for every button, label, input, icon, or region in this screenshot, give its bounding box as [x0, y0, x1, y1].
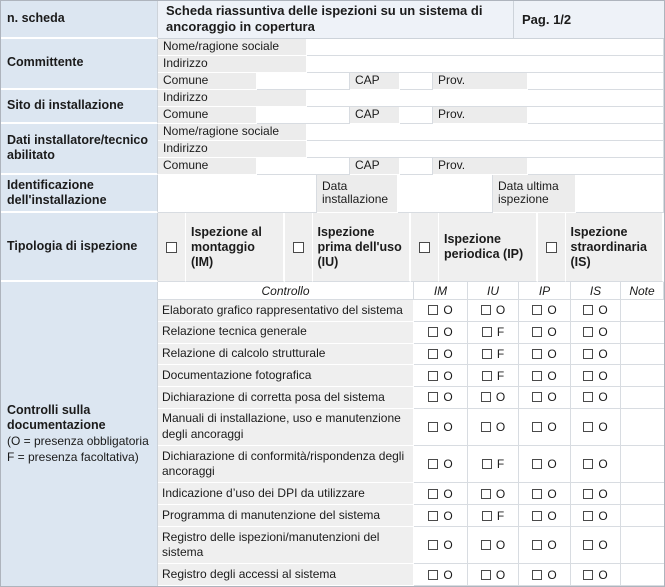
- requirement-letter: O: [598, 457, 608, 472]
- requirement-letter: O: [547, 325, 557, 340]
- empty-checkbox-icon[interactable]: [428, 392, 438, 402]
- note-cell[interactable]: [621, 365, 664, 387]
- note-cell[interactable]: [621, 387, 664, 409]
- requirement-letter: O: [443, 486, 453, 501]
- note-cell[interactable]: [621, 344, 664, 366]
- controlli-legend: [7, 434, 152, 465]
- sito-comune-field[interactable]: [257, 107, 350, 124]
- requirement-letter: O: [495, 303, 506, 318]
- controlli-header-cell: [1, 282, 158, 586]
- page-indicator: Pag. 1/2: [514, 1, 664, 39]
- empty-checkbox-icon[interactable]: [428, 511, 438, 521]
- control-row-label: Manuali di installazione, uso e manutenzione degli ancoraggi: [158, 409, 414, 446]
- check-cell-im[interactable]: [414, 505, 468, 527]
- sito-prov-field[interactable]: [528, 107, 664, 124]
- installatore-prov-field[interactable]: [528, 158, 664, 175]
- check-cell-iu[interactable]: [468, 322, 519, 344]
- control-row: [158, 387, 664, 409]
- committente-header-cell: [1, 39, 158, 90]
- requirement-letter: O: [443, 303, 453, 318]
- control-row: [158, 527, 664, 564]
- legend-line-1: (O = presenza obbligatoria: [7, 434, 149, 449]
- requirement-letter: O: [495, 567, 506, 582]
- check-cell-im[interactable]: [414, 344, 468, 366]
- identificazione-header-cell: [1, 175, 158, 214]
- indirizzo-label: Indirizzo: [158, 141, 307, 158]
- data-installazione-label: Data installazione: [317, 175, 398, 214]
- check-cell-iu[interactable]: [468, 446, 519, 483]
- check-cell-ip[interactable]: [519, 322, 571, 344]
- empty-checkbox-icon[interactable]: [532, 392, 542, 402]
- empty-checkbox-icon[interactable]: [532, 459, 542, 469]
- check-cell-is[interactable]: [571, 300, 621, 322]
- empty-checkbox-icon[interactable]: [428, 570, 438, 580]
- controlli-label: Controlli sulla documentazione: [7, 402, 106, 433]
- empty-checkbox-icon[interactable]: [583, 349, 593, 359]
- control-row-label: Elaborato grafico rappresentativo del sistema: [158, 300, 414, 322]
- committente-cap-field[interactable]: [400, 73, 433, 90]
- column-header-controllo: Controllo: [158, 282, 414, 300]
- check-cell-im[interactable]: [414, 409, 468, 446]
- control-row: [158, 446, 664, 483]
- requirement-letter: O: [547, 538, 557, 553]
- check-cell-ip[interactable]: [519, 446, 571, 483]
- controls-table: [158, 282, 664, 586]
- requirement-letter: O: [598, 368, 608, 383]
- empty-checkbox-icon[interactable]: [428, 459, 438, 469]
- check-cell-is[interactable]: [571, 409, 621, 446]
- requirement-letter: O: [598, 303, 608, 318]
- check-cell-iu[interactable]: [468, 409, 519, 446]
- tipologia-ip-checkbox-cell[interactable]: [411, 213, 439, 282]
- requirement-letter: O: [598, 508, 608, 523]
- check-cell-im[interactable]: [414, 483, 468, 505]
- empty-checkbox-icon[interactable]: [481, 570, 491, 580]
- check-cell-ip[interactable]: [519, 409, 571, 446]
- empty-checkbox-icon[interactable]: [532, 540, 542, 550]
- requirement-letter: O: [495, 486, 506, 501]
- legend-line-2: F = presenza facoltativa): [7, 449, 139, 464]
- n-scheda-label: n. scheda: [7, 11, 65, 26]
- committente-comune-field[interactable]: [257, 73, 350, 90]
- tipologia-iu-checkbox-cell[interactable]: [285, 213, 313, 282]
- note-cell[interactable]: [621, 483, 664, 505]
- empty-checkbox-icon[interactable]: [583, 489, 593, 499]
- sito-label: Sito di installazione: [7, 97, 124, 112]
- note-cell[interactable]: [621, 446, 664, 483]
- empty-checkbox-icon[interactable]: [428, 371, 438, 381]
- indirizzo-label: Indirizzo: [158, 90, 307, 107]
- control-row-label: Registro delle ispezioni/manutenzioni del sistema: [158, 527, 414, 564]
- tipologia-option-ip-label: Ispezione periodica (IP): [439, 213, 538, 282]
- control-row-label: Registro degli accessi al sistema: [158, 564, 414, 586]
- empty-checkbox-icon[interactable]: [532, 327, 542, 337]
- comune-label: Comune: [158, 107, 257, 124]
- dati-installatore-label: Dati installatore/tecnico abilitato: [7, 132, 149, 162]
- empty-checkbox-icon[interactable]: [482, 371, 492, 381]
- empty-checkbox-icon[interactable]: [428, 489, 438, 499]
- check-cell-iu[interactable]: [468, 344, 519, 366]
- requirement-letter: O: [547, 368, 557, 383]
- requirement-letter: O: [443, 346, 453, 361]
- control-row: [158, 564, 664, 586]
- control-row-label: Relazione tecnica generale: [158, 322, 414, 344]
- requirement-letter: O: [443, 325, 453, 340]
- section-identificazione: [1, 175, 664, 214]
- empty-checkbox-icon[interactable]: [583, 570, 593, 580]
- check-cell-is[interactable]: [571, 344, 621, 366]
- check-cell-iu[interactable]: [468, 365, 519, 387]
- check-cell-ip[interactable]: [519, 483, 571, 505]
- requirement-letter: F: [496, 508, 505, 523]
- cap-label: CAP: [350, 73, 400, 90]
- sito-cap-field[interactable]: [400, 107, 433, 124]
- empty-checkbox-icon[interactable]: [482, 459, 492, 469]
- empty-checkbox-icon[interactable]: [583, 305, 593, 315]
- empty-checkbox-icon[interactable]: [481, 392, 491, 402]
- check-cell-ip[interactable]: [519, 505, 571, 527]
- empty-checkbox-icon[interactable]: [532, 349, 542, 359]
- check-cell-im[interactable]: [414, 527, 468, 564]
- check-cell-ip[interactable]: [519, 564, 571, 586]
- nome-ragione-sociale-label: Nome/ragione sociale: [158, 124, 307, 141]
- check-cell-is[interactable]: [571, 387, 621, 409]
- tipologia-label: Tipologia di ispezione: [7, 238, 138, 253]
- installatore-indirizzo-field[interactable]: [307, 141, 664, 158]
- identificazione-label: Identificazione dell'installazione: [7, 177, 107, 207]
- requirement-letter: O: [598, 390, 608, 405]
- empty-checkbox-icon[interactable]: [428, 540, 438, 550]
- data-ultima-ispezione-label: Data ultima ispezione: [493, 175, 576, 214]
- control-row: [158, 344, 664, 366]
- empty-checkbox-icon[interactable]: [166, 242, 177, 253]
- note-cell[interactable]: [621, 322, 664, 344]
- empty-checkbox-icon[interactable]: [481, 489, 491, 499]
- empty-checkbox-icon[interactable]: [428, 305, 438, 315]
- note-cell[interactable]: [621, 564, 664, 586]
- tipologia-header-cell: [1, 213, 158, 282]
- check-cell-ip[interactable]: [519, 527, 571, 564]
- requirement-letter: O: [547, 390, 557, 405]
- requirement-letter: O: [547, 567, 557, 582]
- installatore-comune-field[interactable]: [257, 158, 350, 175]
- empty-checkbox-icon[interactable]: [419, 242, 430, 253]
- check-cell-im[interactable]: [414, 300, 468, 322]
- check-cell-is[interactable]: [571, 505, 621, 527]
- check-cell-is[interactable]: [571, 365, 621, 387]
- check-cell-iu[interactable]: [468, 483, 519, 505]
- empty-checkbox-icon[interactable]: [546, 242, 557, 253]
- requirement-letter: O: [443, 457, 453, 472]
- check-cell-iu[interactable]: [468, 564, 519, 586]
- check-cell-iu[interactable]: [468, 505, 519, 527]
- control-row: [158, 483, 664, 505]
- committente-prov-field[interactable]: [528, 73, 664, 90]
- requirement-letter: O: [443, 538, 453, 553]
- requirement-letter: O: [547, 303, 557, 318]
- empty-checkbox-icon[interactable]: [583, 392, 593, 402]
- control-row: [158, 300, 664, 322]
- requirement-letter: O: [547, 346, 557, 361]
- empty-checkbox-icon[interactable]: [293, 242, 304, 253]
- data-ultima-ispezione-field[interactable]: [576, 175, 664, 214]
- empty-checkbox-icon[interactable]: [428, 422, 438, 432]
- sito-header-cell: [1, 90, 158, 124]
- empty-checkbox-icon[interactable]: [482, 327, 492, 337]
- column-header-iu: IU: [468, 282, 519, 300]
- empty-checkbox-icon[interactable]: [482, 511, 492, 521]
- requirement-letter: F: [496, 325, 505, 340]
- requirement-letter: O: [598, 419, 608, 434]
- check-cell-im[interactable]: [414, 387, 468, 409]
- data-installazione-field[interactable]: [398, 175, 493, 214]
- empty-checkbox-icon[interactable]: [532, 305, 542, 315]
- requirement-letter: O: [443, 368, 453, 383]
- empty-checkbox-icon[interactable]: [532, 570, 542, 580]
- comune-label: Comune: [158, 73, 257, 90]
- cap-label: CAP: [350, 158, 400, 175]
- empty-checkbox-icon[interactable]: [482, 349, 492, 359]
- control-row: [158, 365, 664, 387]
- check-cell-is[interactable]: [571, 564, 621, 586]
- check-cell-im[interactable]: [414, 322, 468, 344]
- check-cell-im[interactable]: [414, 365, 468, 387]
- note-cell[interactable]: [621, 505, 664, 527]
- empty-checkbox-icon[interactable]: [583, 540, 593, 550]
- note-cell[interactable]: [621, 527, 664, 564]
- requirement-letter: O: [598, 346, 608, 361]
- empty-checkbox-icon[interactable]: [532, 371, 542, 381]
- sito-indirizzo-field[interactable]: [307, 90, 664, 107]
- requirement-letter: O: [443, 567, 453, 582]
- check-cell-is[interactable]: [571, 322, 621, 344]
- requirement-letter: O: [495, 538, 506, 553]
- section-committente: [1, 39, 664, 90]
- tipologia-is-checkbox-cell[interactable]: [538, 213, 566, 282]
- control-row: [158, 505, 664, 527]
- check-cell-is[interactable]: [571, 483, 621, 505]
- column-header-ip: IP: [519, 282, 571, 300]
- committente-indirizzo-field[interactable]: [307, 56, 664, 73]
- requirement-letter: O: [547, 508, 557, 523]
- requirement-letter: F: [496, 346, 505, 361]
- cap-label: CAP: [350, 107, 400, 124]
- comune-label: Comune: [158, 158, 257, 175]
- check-cell-is[interactable]: [571, 446, 621, 483]
- control-row-label: Indicazione d’uso dei DPI da utilizzare: [158, 483, 414, 505]
- control-row-label: Dichiarazione di corretta posa del sistema: [158, 387, 414, 409]
- requirement-letter: O: [598, 538, 608, 553]
- n-scheda-cell: [1, 1, 158, 39]
- column-header-note: Note: [621, 282, 664, 300]
- empty-checkbox-icon[interactable]: [532, 422, 542, 432]
- requirement-letter: O: [598, 325, 608, 340]
- note-cell[interactable]: [621, 409, 664, 446]
- controls-table-header: [158, 282, 664, 300]
- requirement-letter: O: [443, 419, 453, 434]
- requirement-letter: O: [495, 390, 506, 405]
- empty-checkbox-icon[interactable]: [481, 305, 491, 315]
- requirement-letter: O: [598, 567, 608, 582]
- check-cell-im[interactable]: [414, 564, 468, 586]
- dati-installatore-header-cell: [1, 124, 158, 175]
- control-row: [158, 322, 664, 344]
- requirement-letter: F: [496, 368, 505, 383]
- note-cell[interactable]: [621, 300, 664, 322]
- committente-nome-field[interactable]: [307, 39, 664, 56]
- header-row: [1, 1, 664, 39]
- section-controlli: [1, 282, 664, 586]
- committente-label: Committente: [7, 55, 84, 70]
- indirizzo-label: Indirizzo: [158, 56, 307, 73]
- empty-checkbox-icon[interactable]: [583, 459, 593, 469]
- empty-checkbox-icon[interactable]: [583, 422, 593, 432]
- nome-ragione-sociale-label: Nome/ragione sociale: [158, 39, 307, 56]
- column-header-is: IS: [571, 282, 621, 300]
- check-cell-iu[interactable]: [468, 387, 519, 409]
- identificazione-value-field[interactable]: [158, 175, 317, 214]
- requirement-letter: O: [547, 486, 557, 501]
- check-cell-iu[interactable]: [468, 300, 519, 322]
- control-row-label: Programma di manutenzione del sistema: [158, 505, 414, 527]
- check-cell-ip[interactable]: [519, 344, 571, 366]
- requirement-letter: F: [496, 457, 505, 472]
- empty-checkbox-icon[interactable]: [481, 540, 491, 550]
- empty-checkbox-icon[interactable]: [583, 371, 593, 381]
- prov-label: Prov.: [433, 73, 528, 90]
- tipologia-option-im-label: Ispezione al montaggio (IM): [186, 213, 285, 282]
- check-cell-iu[interactable]: [468, 527, 519, 564]
- check-cell-ip[interactable]: [519, 365, 571, 387]
- check-cell-ip[interactable]: [519, 387, 571, 409]
- check-cell-is[interactable]: [571, 527, 621, 564]
- control-row-label: Dichiarazione di conformità/rispondenza degli ancoraggi: [158, 446, 414, 483]
- empty-checkbox-icon[interactable]: [532, 489, 542, 499]
- installatore-cap-field[interactable]: [400, 158, 433, 175]
- empty-checkbox-icon[interactable]: [428, 349, 438, 359]
- tipologia-option-is-label: Ispezione straordinaria (IS): [566, 213, 665, 282]
- tipologia-im-checkbox-cell[interactable]: [158, 213, 186, 282]
- control-row-label: Documentazione fotografica: [158, 365, 414, 387]
- section-dati-installatore: [1, 124, 664, 175]
- empty-checkbox-icon[interactable]: [532, 511, 542, 521]
- column-header-im: IM: [414, 282, 468, 300]
- requirement-letter: O: [495, 419, 506, 434]
- empty-checkbox-icon[interactable]: [428, 327, 438, 337]
- controlli-rows: [158, 300, 664, 586]
- check-cell-im[interactable]: [414, 446, 468, 483]
- tipologia-option-iu-label: Ispezione prima dell'uso (IU): [313, 213, 412, 282]
- requirement-letter: O: [443, 390, 453, 405]
- control-row: [158, 409, 664, 446]
- section-sito-installazione: [1, 90, 664, 124]
- requirement-letter: O: [547, 457, 557, 472]
- empty-checkbox-icon[interactable]: [481, 422, 491, 432]
- installatore-nome-field[interactable]: [307, 124, 664, 141]
- empty-checkbox-icon[interactable]: [583, 327, 593, 337]
- section-tipologia: [1, 213, 664, 282]
- requirement-letter: O: [598, 486, 608, 501]
- check-cell-ip[interactable]: [519, 300, 571, 322]
- prov-label: Prov.: [433, 107, 528, 124]
- form-title: Scheda riassuntiva delle ispezioni su un sistema di ancoraggio in copertura: [158, 1, 514, 39]
- requirement-letter: O: [443, 508, 453, 523]
- prov-label: Prov.: [433, 158, 528, 175]
- control-row-label: Relazione di calcolo strutturale: [158, 344, 414, 366]
- requirement-letter: O: [547, 419, 557, 434]
- empty-checkbox-icon[interactable]: [583, 511, 593, 521]
